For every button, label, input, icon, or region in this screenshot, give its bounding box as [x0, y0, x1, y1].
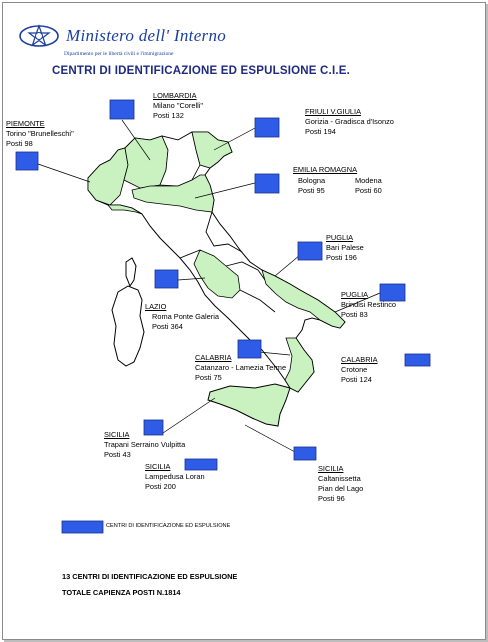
marker-piemonte	[16, 152, 38, 170]
marker-friuli	[255, 118, 279, 137]
marker-lombardia	[110, 100, 134, 119]
island-sardegna	[112, 286, 144, 366]
label-sicilia-caltanissetta: SICILIA Caltanissetta Pian del Lago Posti 96	[318, 464, 364, 503]
label-emilia-bologna: Bologna Posti 95	[298, 176, 326, 195]
label-piemonte: PIEMONTE Torino "Brunelleschi" Posti 98	[6, 119, 74, 148]
label-emilia: EMILIA ROMAGNA	[293, 165, 358, 174]
summary-count: 13 CENTRI DI IDENTIFICAZIONE ED ESPULSIONE	[62, 572, 238, 581]
legend-swatch	[62, 521, 103, 533]
department-name: Dipartimento per le libertà civili e l'immigrazione	[64, 51, 174, 57]
label-puglia-bari: PUGLIA Bari Palese Posti 196	[326, 233, 364, 262]
label-sicilia-trapani: SICILIA Trapani Serraino Vulpitta Posti 43	[104, 430, 186, 459]
island-corsica	[126, 258, 136, 286]
island-sicilia	[208, 384, 290, 426]
label-friuli: FRIULI V.GIULIA Gorizia - Gradisca d'Isonzo Posti 194	[305, 107, 394, 136]
label-calabria-catanzaro: CALABRIA Catanzaro - Lamezia Terme Posti 75	[195, 353, 287, 382]
marker-puglia-bari	[298, 242, 322, 260]
marker-calabria-crotone	[405, 354, 430, 366]
marker-emilia	[255, 174, 279, 193]
summary-capacity: TOTALE CAPIENZA POSTI N.1814	[62, 588, 181, 597]
label-puglia-brindisi: PUGLIA Brindisi Restinco Posti 83	[341, 290, 397, 319]
label-sicilia-lampedusa: SICILIA Lampedusa Loran Posti 200	[145, 462, 205, 491]
region-lombardia	[124, 136, 168, 188]
label-emilia-modena: Modena Posti 60	[355, 176, 382, 195]
marker-lazio	[155, 270, 178, 288]
label-lombardia: LOMBARDIA Milano "Corelli" Posti 132	[153, 91, 204, 120]
marker-sicilia-caltanissetta	[294, 447, 316, 460]
label-lazio: LAZIO Roma Ponte Galeria Posti 364	[145, 302, 219, 331]
ministry-name: Ministero dell' Interno	[66, 26, 227, 45]
legend-label: CENTRI DI IDENTIFICAZIONE ED ESPULSIONE	[106, 523, 231, 529]
page-title: CENTRI DI IDENTIFICAZIONE ED ESPULSIONE C.I.E.	[52, 65, 351, 77]
label-calabria-crotone: CALABRIA Crotone Posti 124	[341, 355, 378, 384]
